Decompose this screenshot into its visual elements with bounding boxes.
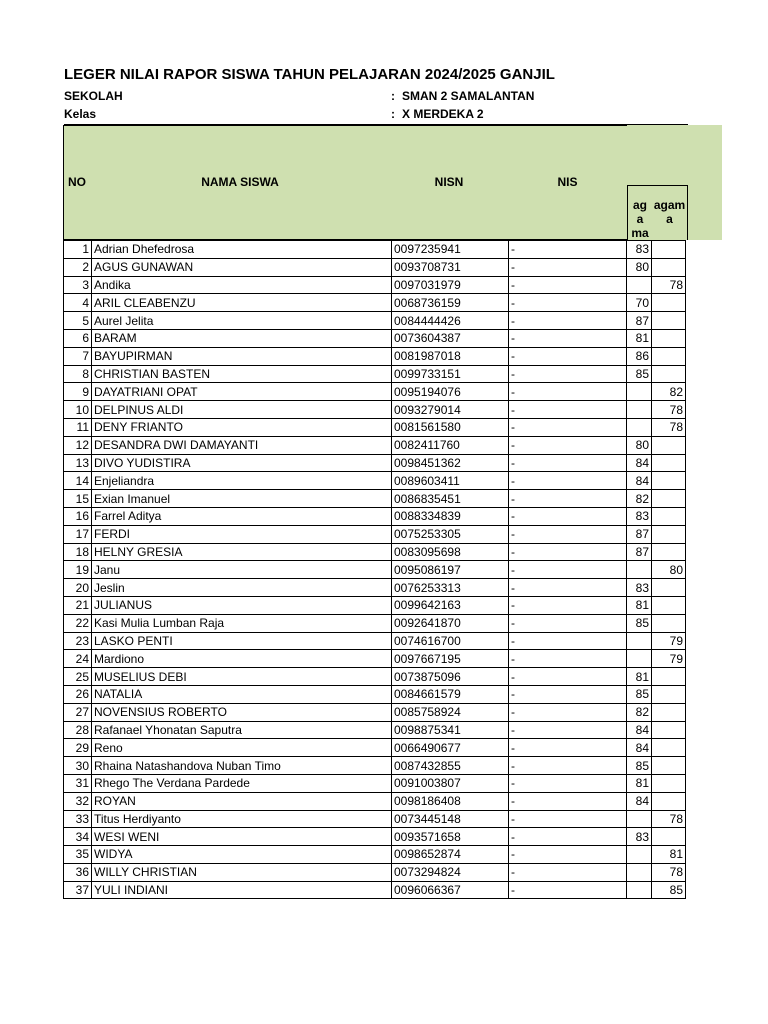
table-row — [64, 294, 686, 312]
student-nis: - — [509, 507, 627, 525]
student-name: Titus Herdiyanto — [92, 810, 392, 828]
score-agama-2: 79 — [652, 650, 686, 668]
table-row — [64, 258, 686, 276]
student-name: WESI WENI — [92, 828, 392, 846]
score-agama-1: 87 — [627, 525, 652, 543]
score-agama-1: 83 — [627, 579, 652, 597]
score-agama-2 — [652, 312, 686, 330]
score-agama-2: 78 — [652, 276, 686, 294]
score-agama-1 — [627, 418, 652, 436]
table-row — [64, 596, 686, 614]
student-nis: - — [509, 632, 627, 650]
student-nis: - — [509, 596, 627, 614]
student-nisn: 0082411760 — [392, 436, 509, 454]
student-no: 20 — [64, 579, 92, 597]
student-no: 30 — [64, 757, 92, 775]
score-agama-1 — [627, 846, 652, 864]
student-nis: - — [509, 312, 627, 330]
score-agama-2 — [652, 507, 686, 525]
document-title: LEGER NILAI RAPOR SISWA TAHUN PELAJARAN 2024/2025 GANJIL — [64, 66, 555, 83]
table-row — [64, 241, 686, 259]
table-row — [64, 472, 686, 490]
table-row — [64, 454, 686, 472]
student-nis: - — [509, 383, 627, 401]
student-nisn: 0074616700 — [392, 632, 509, 650]
student-no: 25 — [64, 668, 92, 686]
student-nis: - — [509, 294, 627, 312]
student-no: 6 — [64, 329, 92, 347]
student-nisn: 0095194076 — [392, 383, 509, 401]
student-no: 7 — [64, 347, 92, 365]
score-agama-1: 83 — [627, 507, 652, 525]
table-row — [64, 418, 686, 436]
student-name: ROYAN — [92, 792, 392, 810]
score-agama-2 — [652, 294, 686, 312]
student-nisn: 0086835451 — [392, 490, 509, 508]
score-agama-2 — [652, 365, 686, 383]
student-nis: - — [509, 614, 627, 632]
score-agama-1: 80 — [627, 436, 652, 454]
score-agama-2 — [652, 258, 686, 276]
table-row — [64, 810, 686, 828]
student-no: 28 — [64, 721, 92, 739]
student-nisn: 0093708731 — [392, 258, 509, 276]
student-name: Rhaina Natashandova Nuban Timo — [92, 757, 392, 775]
score-agama-1: 80 — [627, 258, 652, 276]
student-nis: - — [509, 329, 627, 347]
student-nis: - — [509, 863, 627, 881]
score-agama-2 — [652, 792, 686, 810]
score-agama-2 — [652, 668, 686, 686]
score-agama-2 — [652, 739, 686, 757]
student-no: 15 — [64, 490, 92, 508]
table-row — [64, 828, 686, 846]
score-agama-1: 84 — [627, 454, 652, 472]
table-row — [64, 739, 686, 757]
student-name: Mardiono — [92, 650, 392, 668]
score-agama-1 — [627, 863, 652, 881]
student-nisn: 0088334839 — [392, 507, 509, 525]
student-no: 16 — [64, 507, 92, 525]
student-nis: - — [509, 436, 627, 454]
student-no: 18 — [64, 543, 92, 561]
score-agama-1: 81 — [627, 668, 652, 686]
student-name: Andika — [92, 276, 392, 294]
student-nis: - — [509, 721, 627, 739]
student-name: NATALIA — [92, 685, 392, 703]
student-name: Rafanael Yhonatan Saputra — [92, 721, 392, 739]
student-name: DAYATRIANI OPAT — [92, 383, 392, 401]
student-no: 13 — [64, 454, 92, 472]
student-nisn: 0083095698 — [392, 543, 509, 561]
student-nis: - — [509, 276, 627, 294]
score-agama-2 — [652, 490, 686, 508]
score-agama-2 — [652, 454, 686, 472]
header-sub-agama-2-label: agam a — [653, 198, 686, 226]
header-nisn — [390, 125, 509, 240]
table-row — [64, 329, 686, 347]
header-sub-agama-1 — [627, 185, 653, 240]
score-agama-1 — [627, 276, 652, 294]
student-nisn: 0098652874 — [392, 846, 509, 864]
student-no: 21 — [64, 596, 92, 614]
header-nama — [90, 125, 391, 240]
student-no: 12 — [64, 436, 92, 454]
header-nisn-label: NISN — [434, 175, 464, 189]
table-row — [64, 721, 686, 739]
score-agama-1: 70 — [627, 294, 652, 312]
score-agama-2 — [652, 614, 686, 632]
student-name: BARAM — [92, 329, 392, 347]
student-nisn: 0084444426 — [392, 312, 509, 330]
score-agama-1: 81 — [627, 596, 652, 614]
score-agama-1 — [627, 881, 652, 899]
student-no: 22 — [64, 614, 92, 632]
score-agama-1: 81 — [627, 774, 652, 792]
student-nis: - — [509, 828, 627, 846]
score-agama-1 — [627, 401, 652, 419]
student-nisn: 0093571658 — [392, 828, 509, 846]
score-agama-1: 82 — [627, 490, 652, 508]
table-row — [64, 579, 686, 597]
student-nisn: 0081987018 — [392, 347, 509, 365]
score-agama-2 — [652, 703, 686, 721]
table-row — [64, 365, 686, 383]
score-agama-2: 78 — [652, 418, 686, 436]
student-nisn: 0099642163 — [392, 596, 509, 614]
score-agama-2: 78 — [652, 863, 686, 881]
score-agama-2 — [652, 774, 686, 792]
score-agama-1: 81 — [627, 329, 652, 347]
student-no: 3 — [64, 276, 92, 294]
student-nisn: 0095086197 — [392, 561, 509, 579]
student-name: Kasi Mulia Lumban Raja — [92, 614, 392, 632]
student-name: Janu — [92, 561, 392, 579]
score-agama-1 — [627, 383, 652, 401]
student-name: AGUS GUNAWAN — [92, 258, 392, 276]
table-row — [64, 312, 686, 330]
table-row — [64, 383, 686, 401]
score-agama-1: 87 — [627, 543, 652, 561]
student-name: NOVENSIUS ROBERTO — [92, 703, 392, 721]
table-row — [64, 543, 686, 561]
student-no: 8 — [64, 365, 92, 383]
student-name: MUSELIUS DEBI — [92, 668, 392, 686]
student-name: Rhego The Verdana Pardede — [92, 774, 392, 792]
table-row — [64, 436, 686, 454]
student-no: 9 — [64, 383, 92, 401]
score-agama-2 — [652, 828, 686, 846]
student-nis: - — [509, 472, 627, 490]
student-nisn: 0099733151 — [392, 365, 509, 383]
student-nis: - — [509, 258, 627, 276]
student-no: 11 — [64, 418, 92, 436]
student-name: WILLY CHRISTIAN — [92, 863, 392, 881]
score-agama-1: 82 — [627, 703, 652, 721]
student-nis: - — [509, 579, 627, 597]
student-no: 32 — [64, 792, 92, 810]
score-agama-2: 80 — [652, 561, 686, 579]
student-nisn: 0075253305 — [392, 525, 509, 543]
table-row — [64, 863, 686, 881]
student-name: DIVO YUDISTIRA — [92, 454, 392, 472]
header-no-label: NO — [68, 175, 86, 189]
header-sub-agama-2 — [652, 185, 688, 240]
table-row — [64, 507, 686, 525]
student-name: Farrel Aditya — [92, 507, 392, 525]
score-agama-1: 84 — [627, 472, 652, 490]
student-name: DENY FRIANTO — [92, 418, 392, 436]
kelas-value: X MERDEKA 2 — [402, 107, 484, 121]
student-no: 24 — [64, 650, 92, 668]
student-name: DESANDRA DWI DAMAYANTI — [92, 436, 392, 454]
student-nisn: 0073445148 — [392, 810, 509, 828]
student-nis: - — [509, 650, 627, 668]
score-agama-1 — [627, 632, 652, 650]
table-row — [64, 668, 686, 686]
student-nisn: 0073294824 — [392, 863, 509, 881]
score-agama-1: 84 — [627, 739, 652, 757]
student-nisn: 0081561580 — [392, 418, 509, 436]
table-row — [64, 276, 686, 294]
student-nisn: 0097031979 — [392, 276, 509, 294]
student-no: 31 — [64, 774, 92, 792]
student-nis: - — [509, 454, 627, 472]
student-nisn: 0096066367 — [392, 881, 509, 899]
grades-table — [63, 240, 686, 899]
score-agama-1: 83 — [627, 828, 652, 846]
header-no — [63, 125, 91, 240]
student-no: 23 — [64, 632, 92, 650]
student-nisn: 0068736159 — [392, 294, 509, 312]
student-no: 14 — [64, 472, 92, 490]
student-no: 26 — [64, 685, 92, 703]
score-agama-2: 82 — [652, 383, 686, 401]
student-nis: - — [509, 881, 627, 899]
student-no: 1 — [64, 241, 92, 259]
sekolah-colon: : — [391, 89, 395, 103]
header-nama-label: NAMA SISWA — [201, 175, 279, 189]
table-row — [64, 632, 686, 650]
student-nisn: 0089603411 — [392, 472, 509, 490]
score-agama-1: 85 — [627, 685, 652, 703]
score-agama-2 — [652, 721, 686, 739]
student-nisn: 0092641870 — [392, 614, 509, 632]
score-agama-1: 85 — [627, 614, 652, 632]
student-nisn: 0073875096 — [392, 668, 509, 686]
score-agama-1: 85 — [627, 757, 652, 775]
student-no: 5 — [64, 312, 92, 330]
table-row — [64, 561, 686, 579]
table-row — [64, 881, 686, 899]
student-nis: - — [509, 792, 627, 810]
student-nis: - — [509, 241, 627, 259]
grades-table-body — [64, 241, 686, 899]
student-name: JULIANUS — [92, 596, 392, 614]
student-nis: - — [509, 561, 627, 579]
student-nisn: 0093279014 — [392, 401, 509, 419]
student-name: DELPINUS ALDI — [92, 401, 392, 419]
sekolah-value: SMAN 2 SAMALANTAN — [402, 89, 535, 103]
student-no: 35 — [64, 846, 92, 864]
student-nis: - — [509, 347, 627, 365]
score-agama-1: 83 — [627, 241, 652, 259]
student-nis: - — [509, 401, 627, 419]
table-row — [64, 347, 686, 365]
score-agama-2 — [652, 241, 686, 259]
student-name: Reno — [92, 739, 392, 757]
student-no: 34 — [64, 828, 92, 846]
score-agama-2: 85 — [652, 881, 686, 899]
table-row — [64, 792, 686, 810]
table-row — [64, 650, 686, 668]
table-row — [64, 490, 686, 508]
table-row — [64, 525, 686, 543]
table-row — [64, 774, 686, 792]
student-no: 33 — [64, 810, 92, 828]
student-nis: - — [509, 810, 627, 828]
score-agama-2: 81 — [652, 846, 686, 864]
student-nisn: 0097667195 — [392, 650, 509, 668]
score-agama-1 — [627, 561, 652, 579]
student-nis: - — [509, 685, 627, 703]
student-nis: - — [509, 774, 627, 792]
student-no: 37 — [64, 881, 92, 899]
kelas-colon: : — [391, 107, 395, 121]
header-nis-label: NIS — [557, 175, 578, 189]
student-nis: - — [509, 703, 627, 721]
student-nis: - — [509, 543, 627, 561]
score-agama-1: 87 — [627, 312, 652, 330]
student-no: 36 — [64, 863, 92, 881]
score-agama-1: 85 — [627, 365, 652, 383]
score-agama-2 — [652, 436, 686, 454]
score-agama-1: 84 — [627, 792, 652, 810]
student-name: Enjeliandra — [92, 472, 392, 490]
student-nisn: 0097235941 — [392, 241, 509, 259]
student-nisn: 0091003807 — [392, 774, 509, 792]
student-name: BAYUPIRMAN — [92, 347, 392, 365]
header-nis — [508, 125, 628, 240]
kelas-label: Kelas — [64, 107, 97, 121]
score-agama-1: 84 — [627, 721, 652, 739]
score-agama-2 — [652, 757, 686, 775]
student-name: Adrian Dhefedrosa — [92, 241, 392, 259]
student-nis: - — [509, 757, 627, 775]
score-agama-2 — [652, 579, 686, 597]
student-no: 4 — [64, 294, 92, 312]
table-row — [64, 846, 686, 864]
table-row — [64, 703, 686, 721]
student-name: YULI INDIANI — [92, 881, 392, 899]
student-name: LASKO PENTI — [92, 632, 392, 650]
student-nisn: 0098875341 — [392, 721, 509, 739]
student-no: 10 — [64, 401, 92, 419]
score-agama-1: 86 — [627, 347, 652, 365]
student-nis: - — [509, 739, 627, 757]
score-agama-2 — [652, 329, 686, 347]
score-agama-2: 78 — [652, 810, 686, 828]
student-name: Jeslin — [92, 579, 392, 597]
score-agama-2 — [652, 596, 686, 614]
score-agama-2 — [652, 685, 686, 703]
student-name: WIDYA — [92, 846, 392, 864]
student-nisn: 0098451362 — [392, 454, 509, 472]
table-row — [64, 685, 686, 703]
student-nisn: 0084661579 — [392, 685, 509, 703]
student-nis: - — [509, 418, 627, 436]
student-name: CHRISTIAN BASTEN — [92, 365, 392, 383]
student-nis: - — [509, 490, 627, 508]
score-agama-2 — [652, 543, 686, 561]
score-agama-2 — [652, 347, 686, 365]
student-nis: - — [509, 846, 627, 864]
header-sub-agama-1-label: aga ma — [631, 198, 649, 240]
table-row — [64, 614, 686, 632]
student-name: FERDI — [92, 525, 392, 543]
student-nisn: 0087432855 — [392, 757, 509, 775]
student-nisn: 0098186408 — [392, 792, 509, 810]
student-nis: - — [509, 365, 627, 383]
student-nis: - — [509, 525, 627, 543]
student-nisn: 0073604387 — [392, 329, 509, 347]
score-agama-2 — [652, 472, 686, 490]
student-name: Exian Imanuel — [92, 490, 392, 508]
student-name: ARIL CLEABENZU — [92, 294, 392, 312]
score-agama-1 — [627, 650, 652, 668]
student-name: Aurel Jelita — [92, 312, 392, 330]
student-no: 17 — [64, 525, 92, 543]
student-no: 2 — [64, 258, 92, 276]
table-row — [64, 401, 686, 419]
table-row — [64, 757, 686, 775]
student-nis: - — [509, 668, 627, 686]
sekolah-label: SEKOLAH — [64, 89, 123, 103]
student-no: 27 — [64, 703, 92, 721]
score-agama-1 — [627, 810, 652, 828]
score-agama-2: 78 — [652, 401, 686, 419]
student-nisn: 0066490677 — [392, 739, 509, 757]
student-no: 19 — [64, 561, 92, 579]
student-nisn: 0085758924 — [392, 703, 509, 721]
score-agama-2: 79 — [652, 632, 686, 650]
student-name: HELNY GRESIA — [92, 543, 392, 561]
student-nisn: 0076253313 — [392, 579, 509, 597]
student-no: 29 — [64, 739, 92, 757]
score-agama-2 — [652, 525, 686, 543]
